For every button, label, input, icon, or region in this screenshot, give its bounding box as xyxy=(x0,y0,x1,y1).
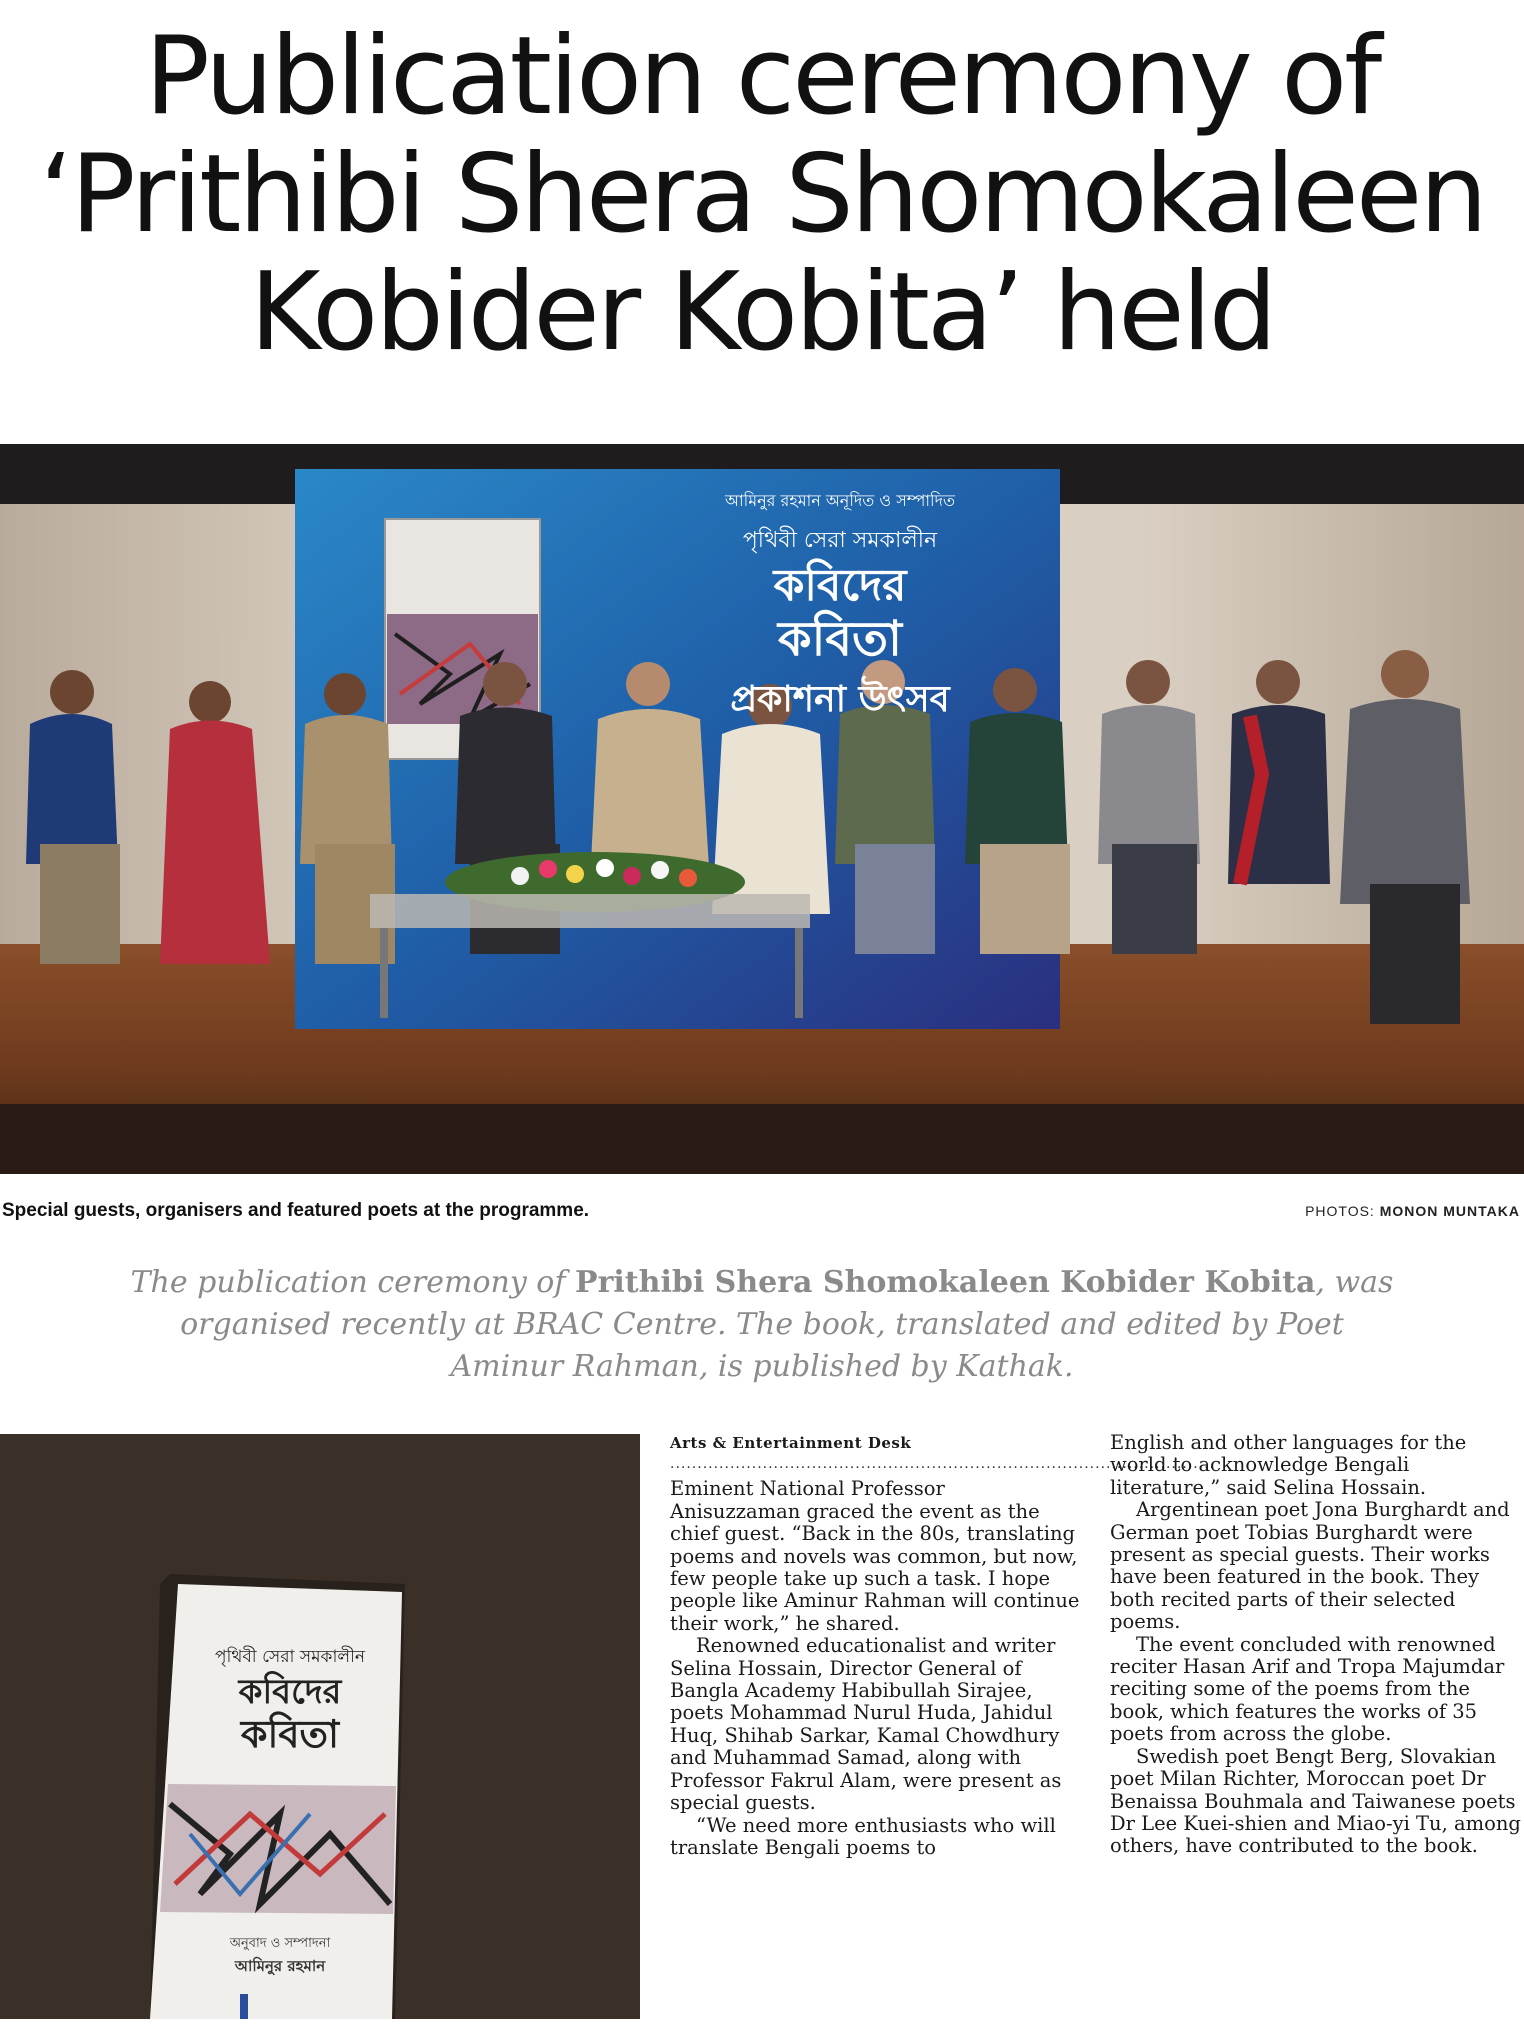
photo-credit-label: PHOTOS: xyxy=(1305,1203,1375,1219)
book-photo xyxy=(0,1434,640,2019)
book-title-big-2: কবিতা xyxy=(240,1712,340,1756)
guest-1 xyxy=(26,670,120,964)
desk-byline: Arts & Entertainment Desk xyxy=(670,1434,912,1452)
headline xyxy=(0,14,1524,375)
coffee-table xyxy=(370,894,810,928)
event-photo xyxy=(0,444,1524,1174)
book-title-small: পৃথিবী সেরা সমকালীন xyxy=(214,1647,366,1667)
photo-credit-name: MONON MUNTAKA xyxy=(1379,1203,1520,1219)
book-title xyxy=(180,1644,400,1756)
book-credit-line-1: অনুবাদ ও সম্পাদনা xyxy=(229,1936,331,1951)
guest-2 xyxy=(160,681,270,964)
banner-title-big-2: কবিতা xyxy=(778,611,902,667)
table-leg-left xyxy=(380,928,388,1018)
paragraph: “We need more enthusiasts who will translate Bengali poems to xyxy=(670,1813,1056,1859)
standfirst-book-title: Prithibi Shera Shomokaleen Kobider Kobita xyxy=(575,1265,1316,1300)
paragraph: Renowned educationalist and writer Selina Hossain, Director General of Bangla Academy Habibullah Sirajee, poets Mohammad Nurul Huda, Jahidul Huq, Shihab Sarkar, Kamal Chowdhury and Muhammad Samad, along with Professor Fakrul Alam, were present as special guests. xyxy=(670,1634,1062,1815)
banner-title-big-1: কবিদের xyxy=(773,560,907,611)
table-leg-right xyxy=(795,928,803,1018)
paragraph: Swedish poet Bengt Berg, Slovakian poet Milan Richter, Moroccan poet Dr Benaissa Bouhmala and Taiwanese poets Dr Lee Kuei-shien and Miao-yi Tu, among others, have contributed to the book. xyxy=(1110,1744,1521,1858)
banner-subtitle: আমিনুর রহমান অনূদিত ও সম্পাদিত xyxy=(724,491,955,510)
standfirst xyxy=(120,1262,1404,1388)
article-column-2 xyxy=(1110,1432,1522,1858)
guest-11 xyxy=(1340,650,1470,1024)
banner-text xyxy=(640,488,1040,748)
banner-event: প্রকাশনা উৎসব xyxy=(730,679,950,720)
book-credit-line-2: আমিনুর রহমান xyxy=(234,1957,326,1975)
headline-line-1: Publication ceremony of xyxy=(144,14,1380,139)
photo-credit xyxy=(1305,1203,1520,1219)
book-title-big-1: কবিদের xyxy=(238,1672,342,1712)
headline-line-2: ‘Prithibi Shera Shomokaleen xyxy=(39,132,1485,257)
guest-9 xyxy=(1098,660,1200,954)
article-column-1 xyxy=(670,1432,1216,1859)
photo-caption: Special guests, organisers and featured poets at the programme. xyxy=(2,1200,590,1221)
book-credit xyxy=(170,1934,390,1980)
paragraph: Argentinean poet Jona Burghardt and German poet Tobias Burghardt were present as special guests. Their works have been featured in the book. They both recited parts of their selected poems. xyxy=(1110,1498,1510,1634)
bookmark-ribbon xyxy=(240,1994,248,2019)
standfirst-part-3: , was organised recently at BRAC Centre. The book, translated and edited by Poet Aminur Rahman, is published by Kathak. xyxy=(180,1265,1394,1384)
standfirst-part-1: The publication ceremony of xyxy=(130,1265,576,1300)
banner-title-small: পৃথিবী সেরা সমকালীন xyxy=(742,528,938,553)
headline-line-3: Kobider Kobita’ held xyxy=(249,250,1275,375)
guest-10 xyxy=(1228,660,1330,884)
paragraph: Eminent National Professor Anisuzzaman graced the event as the chief guest. “Back in the 80s, translating poems and novels was common, but now, few people take up such a task. I hope people like Aminur Rahman will continue their work,” he shared. xyxy=(670,1477,1080,1635)
paragraph: The event concluded with renowned reciter Hasan Arif and Tropa Majumdar reciting some of the poems from the book, which features the works of 35 poets from across the globe. xyxy=(1110,1632,1505,1746)
byline-separator: .................................................................................................... xyxy=(670,1456,1216,1473)
paragraph: English and other languages for the world to acknowledge Bengali literature,” said Selina Hossain. xyxy=(1110,1431,1467,1499)
